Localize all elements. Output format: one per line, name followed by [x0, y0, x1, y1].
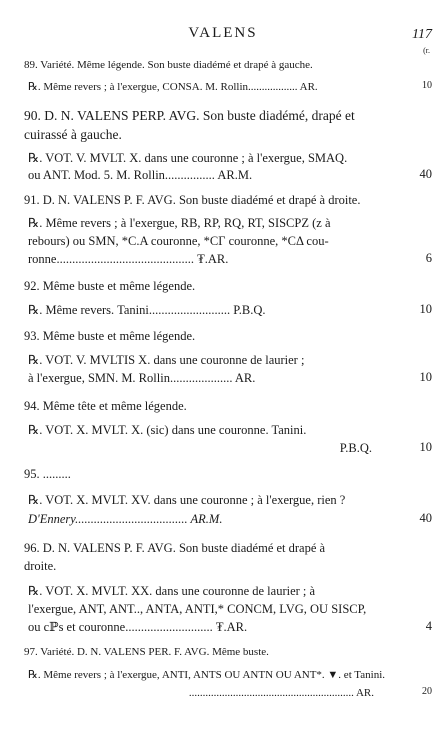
- entry-91-rarity: 6: [425, 251, 432, 265]
- entry-97-rarity: 20: [422, 686, 432, 697]
- entry-93-rarity: 10: [419, 370, 432, 384]
- entry-96-reverse-3: ou cℙs et couronne............................ ₮.AR.: [28, 620, 248, 634]
- entry-96-line: 96. D. N. VALENS P. F. AVG. Son buste diadémé et drapé à: [24, 541, 326, 555]
- entry-95-rarity: 40: [419, 511, 432, 525]
- entry-95-reverse-2: D'Ennery.................................... AR.M.: [28, 512, 223, 526]
- entry-90-line: 90. D. N. VALENS PERP. AVG. Son buste diadémé, drapé et: [24, 108, 355, 123]
- entry-91-line: 91. D. N. VALENS P. F. AVG. Son buste diadémé et drapé à droite.: [24, 193, 361, 207]
- entry-95-reverse: ℞. VOT. X. MVLT. XV. dans une couronne ; à l'exergue, rien ?: [28, 493, 346, 507]
- entry-96-rarity: 4: [425, 619, 432, 633]
- entry-90-line-2: cuirassé à gauche.: [24, 127, 122, 142]
- entry-93-line: 93. Même buste et même légende.: [24, 329, 196, 343]
- entry-96-line-2: droite.: [24, 559, 57, 573]
- entry-94-reverse: ℞. VOT. X. MVLT. X. (sic) dans une couronne. Tanini.: [28, 423, 307, 437]
- entry-91-reverse: ℞. Même revers ; à l'exergue, RB, RP, RQ, RT, SISCPZ (z à: [28, 216, 331, 230]
- entry-96-reverse-2: l'exergue, ANT, ANT.., ANTA, ANTI,* CONCM, LVG, OU SISCP,: [28, 602, 367, 616]
- entry-91-reverse-2: rebours) ou SMN, *C.A couronne, *CΓ couronne, *CΔ cou-: [28, 234, 329, 248]
- entry-95-line: 95. .........: [24, 467, 71, 481]
- page-sub-mark: (r.: [423, 46, 430, 55]
- page-number: 117: [412, 27, 432, 42]
- entry-93-reverse: ℞. VOT. V. MVLTIS X. dans une couronne de laurier ;: [28, 353, 305, 367]
- entry-89-line: 89. Variété. Même légende. Son buste diadémé et drapé à gauche.: [24, 59, 313, 71]
- entry-89-rarity: 10: [422, 80, 432, 91]
- entry-90-reverse: ℞. VOT. V. MVLT. X. dans une couronne ; à l'exergue, SMAQ.: [28, 151, 348, 165]
- entry-89-reverse: ℞. Même revers ; à l'exergue, CONSA. M. Rollin.................. AR.: [28, 81, 318, 93]
- entry-94-reverse-2: P.B.Q.: [339, 441, 372, 455]
- entry-90-rarity: 40: [419, 167, 432, 181]
- entry-93-reverse-2: à l'exergue, SMN. M. Rollin.................... AR.: [28, 371, 256, 385]
- entry-97-reverse-2: ............................................................ AR.: [188, 687, 374, 699]
- entry-92-reverse: ℞. Même revers. Tanini.......................... P.B.Q.: [28, 303, 266, 317]
- entry-94-rarity: 10: [419, 440, 432, 454]
- entry-90-reverse-2: ou ANT. Mod. 5. M. Rollin................ AR.M.: [28, 168, 253, 182]
- entry-92-line: 92. Même buste et même légende.: [24, 279, 196, 293]
- entry-96-reverse: ℞. VOT. X. MVLT. XX. dans une couronne de laurier ; à: [28, 584, 316, 598]
- entry-94-line: 94. Même tête et même légende.: [24, 399, 187, 413]
- page-title: VALENS: [188, 25, 258, 41]
- entry-91-reverse-3: ronne............................................ ₮.AR.: [28, 252, 229, 266]
- entry-97-reverse: ℞. Même revers ; à l'exergue, ANTI, ANTS OU ANTN OU ANT*. ▼. et Tanini.: [28, 669, 385, 681]
- entry-92-rarity: 10: [419, 302, 432, 316]
- entry-97-line: 97. Variété. D. N. VALENS PER. F. AVG. Même buste.: [24, 646, 269, 658]
